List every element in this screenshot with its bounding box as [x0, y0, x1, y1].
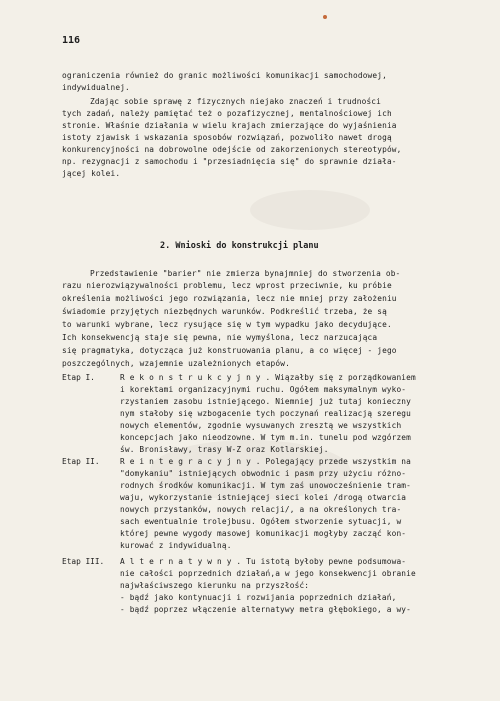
text-line: istoty zjawisk i wskazania sposobów rozwiązań, pozwoliło nawet drogą — [62, 133, 392, 142]
text-line: się pragmatyka, dotycząca już konstruowania planu, a co więcej - jego — [62, 346, 397, 355]
text-line: Zdając sobie sprawę z fizycznych niejako znaczeń i trudności — [90, 97, 382, 106]
text-line: najwłaściwszego kierunku na przyszłość: — [120, 581, 310, 590]
text-line: rzystaniem zasobu istniejącego. Niemniej już tutaj konieczny — [120, 397, 412, 406]
paper-stain — [250, 190, 370, 230]
text-line: kurować z indywidualną. — [120, 541, 232, 550]
text-line: nowych przystanków, nowych relacji/, a na określonych tra- — [120, 505, 402, 514]
text-line: rodnych środków komunikacji. W tym zaś unowocześnienie tram- — [120, 481, 412, 490]
text-line: Przedstawienie "barier" nie zmierza bynajmniej do stworzenia ob- — [90, 269, 401, 278]
etap-label: Etap III. — [62, 557, 105, 566]
text-line: "domykaniu" istniejących obwodnic i pasm przy użyciu różno- — [120, 469, 407, 478]
text-line: indywidualnej. — [62, 83, 130, 92]
text-line: określenia możliwości jego rozwiązania, lecz nie mniej przy założeniu — [62, 294, 397, 303]
text-line: Ich konsekwencją staje się pewna, nie wymyślona, lecz narzucająca — [62, 333, 378, 342]
text-line: tych zadań, należy pamiętać też o pozafizycznej, mentalnościowej ich — [62, 109, 392, 118]
text-line: - bądź poprzez włączenie alternatywy metra głębokiego, a wy- — [120, 605, 412, 614]
text-line: nie całości poprzednich działań,a w jego konsekwencji obranie — [120, 569, 416, 578]
text-line: jącej kolei. — [62, 169, 121, 178]
section-heading: 2. Wnioski do konstrukcji planu — [160, 241, 319, 251]
text-line: razu nierozwiązywalności problemu, lecz wprost przeciwnie, ku próbie — [62, 281, 392, 290]
text-line: poszczególnych, wzajemnie uzależnionych etapów. — [62, 359, 290, 368]
text-line: R e k o n s t r u k c y j n y . Wiązałby się z porządkowaniem — [120, 373, 416, 382]
text-line: nym stałoby się wzbogacenie tych poczynań realizacją szeregu — [120, 409, 412, 418]
text-line: np. rezygnacji z samochodu i "przesiadnięcia się" do sprawnie działa- — [62, 157, 397, 166]
text-line: to warunki wybrane, lecz rysujące się w tym wypadku jako decydujące. — [62, 320, 392, 329]
text-line: sach ewentualnie trolejbusu. Ogółem stworzenie sytuacji, w — [120, 517, 402, 526]
text-line: waju, wykorzystanie istniejącej sieci kolei /drogą otwarcia — [120, 493, 407, 502]
etap-label: Etap I. — [62, 373, 95, 382]
text-line: której pewne wygody masowej komunikacji mogłyby zacząć kon- — [120, 529, 407, 538]
text-line: i korektami organizacyjnymi ruchu. Ogółem maksymalnym wyko- — [120, 385, 407, 394]
text-line: A l t e r n a t y w n y . Tu istotą byłoby pewne podsumowa- — [120, 557, 407, 566]
text-line: konkurencyjności na dobrowolne odejście od zakorzenionych stereotypów, — [62, 145, 402, 154]
etap-label: Etap II. — [62, 457, 100, 466]
text-line: stronie. Właśnie działania w wielu krajach zmierzające do wyjaśnienia — [62, 121, 397, 130]
text-line: nowych elementów, zgodnie wysuwanych zresztą we wszystkich — [120, 421, 402, 430]
ink-spot — [323, 15, 327, 19]
text-line: koncepcjach jako nieodzowne. W tym m.in. tunelu pod wzgórzem — [120, 433, 412, 442]
text-line: św. Bronisławy, trasy W-Z oraz Kotlarskiej. — [120, 445, 329, 454]
page-number: 116 — [62, 35, 81, 46]
text-line: ograniczenia również do granic możliwości komunikacji samochodowej, — [62, 71, 387, 80]
text-line: - bądź jako kontynuacji i rozwijania poprzednich działań, — [120, 593, 397, 602]
text-line: świadomie przyjętych niezbędnych warunków. Podkreślić trzeba, że są — [62, 307, 387, 316]
text-line: R e i n t e g r a c y j n y . Polegający przede wszystkim na — [120, 457, 412, 466]
